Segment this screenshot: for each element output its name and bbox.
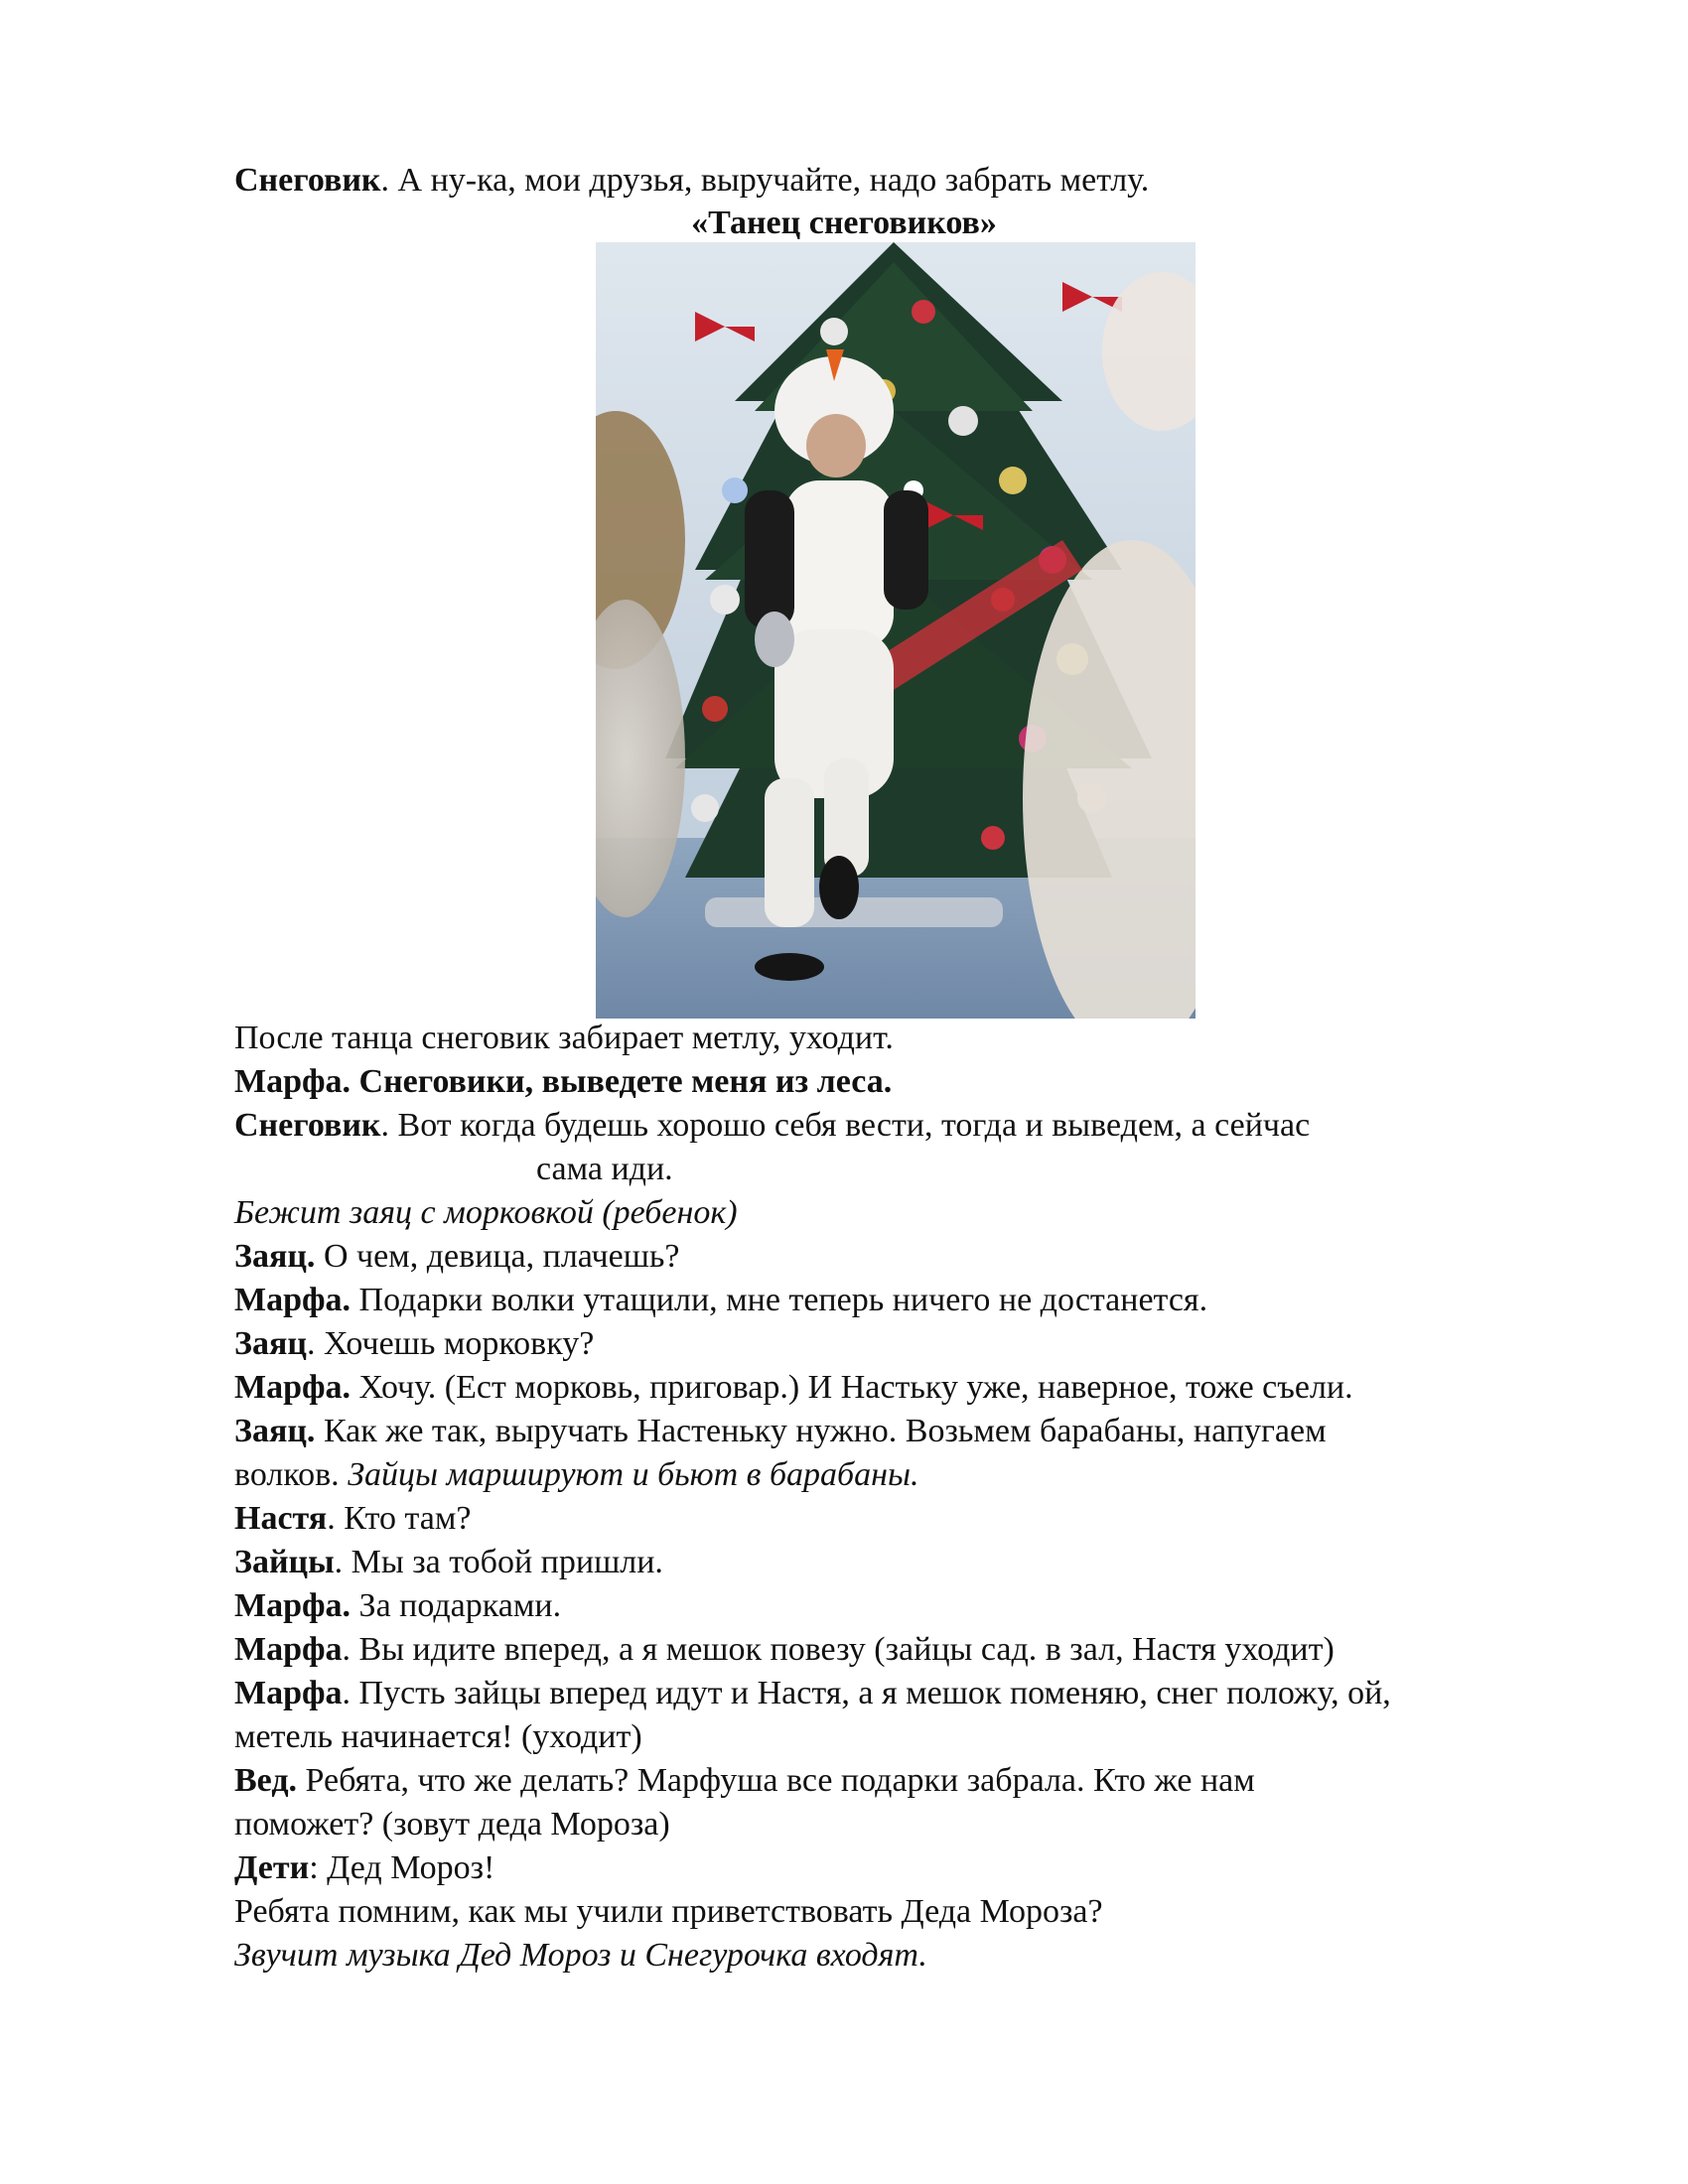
line-text: . А ну-ка, мои друзья, выручайте, надо забрать метлу. [380, 162, 1150, 199]
line-text: Хочу. (Ест морковь, приговар.) И Настьку уже, наверное, тоже съели. [351, 1369, 1353, 1406]
line-hare-1 [234, 1235, 679, 1279]
dance-title: «Танец снеговиков» [691, 205, 997, 241]
line-text: Как же так, выручать Настеньку нужно. Возьмем барабаны, напугаем [315, 1413, 1327, 1449]
line-host-1-cont: поможет? (зовут деда Мороза) [234, 1806, 670, 1843]
line-host-1 [234, 1759, 1255, 1803]
line-stage-direction-music: Звучит музыка Дед Мороз и Снегурочка входят. [234, 1937, 927, 1974]
line-marfa-6 [234, 1672, 1391, 1715]
line-text: . Кто там? [327, 1500, 472, 1537]
speaker: Марфа [234, 1675, 343, 1711]
line-marfa-6-cont: метель начинается! (уходит) [234, 1718, 642, 1755]
speaker: Марфа [234, 1631, 343, 1668]
line-text: За подарками. [351, 1587, 562, 1624]
line-text: . Пусть зайцы вперед идут и Настя, а я мешок поменяю, снег положу, ой, [342, 1675, 1391, 1711]
line-text: . Вот когда будешь хорошо себя вести, тогда и выведем, а сейчас [380, 1107, 1311, 1144]
line-snowman-1 [234, 159, 1149, 203]
line-nastya-1 [234, 1497, 471, 1541]
stage-direction: Зайцы маршируют и бьют в барабаны. [348, 1456, 919, 1493]
speaker: Марфа. [234, 1587, 352, 1624]
line-text: волков. [234, 1456, 349, 1493]
speaker: Снеговик [234, 1107, 381, 1144]
line-text: . Мы за тобой пришли. [334, 1544, 663, 1580]
line-text: . Хочешь морковку? [306, 1325, 595, 1362]
speaker: Заяц. [234, 1238, 316, 1275]
line-hare-3 [234, 1410, 1327, 1453]
line-text: . Вы идите вперед, а я мешок повезу (зайцы сад. в зал, Настя уходит) [342, 1631, 1335, 1668]
line-text: Ребята, что же делать? Марфуша все подарки забрала. Кто же нам [297, 1762, 1255, 1799]
line-text: О чем, девица, плачешь? [315, 1238, 680, 1275]
line-snowman-2 [234, 1104, 1310, 1148]
speaker: Вед. [234, 1762, 298, 1799]
line-hare-2 [234, 1322, 594, 1366]
line-text: : Дед Мороз! [309, 1849, 495, 1886]
line-stage-direction-hare: Бежит заяц с морковкой (ребенок) [234, 1194, 738, 1231]
line-hare-3-cont [234, 1453, 919, 1497]
line-marfa-2 [234, 1279, 1207, 1322]
speaker: Марфа. [234, 1369, 352, 1406]
line-marfa-4 [234, 1584, 561, 1628]
line-children-1 [234, 1846, 494, 1890]
speaker: Заяц [234, 1325, 307, 1362]
line-hares-1 [234, 1541, 663, 1584]
line-snowman-2-cont: сама иди. [536, 1151, 673, 1187]
line-greeting-question: Ребята помним, как мы учили приветствовать Деда Мороза? [234, 1893, 1103, 1930]
speaker: Снеговик [234, 162, 381, 199]
line-text: Подарки волки утащили, мне теперь ничего не достанется. [351, 1282, 1208, 1318]
snowman-photo-illustration [596, 242, 1196, 1019]
speaker: Зайцы [234, 1544, 335, 1580]
line-marfa-1: Марфа. Снеговики, выведете меня из леса. [234, 1063, 893, 1100]
line-marfa-3 [234, 1366, 1353, 1410]
photo-snowman-dance [596, 242, 1196, 1019]
line-after-dance: После танца снеговик забирает метлу, уходит. [234, 1020, 894, 1056]
speaker: Заяц. [234, 1413, 316, 1449]
speaker: Марфа. [234, 1282, 352, 1318]
speaker: Дети [234, 1849, 310, 1886]
line-marfa-5 [234, 1628, 1335, 1672]
speaker: Настя [234, 1500, 328, 1537]
